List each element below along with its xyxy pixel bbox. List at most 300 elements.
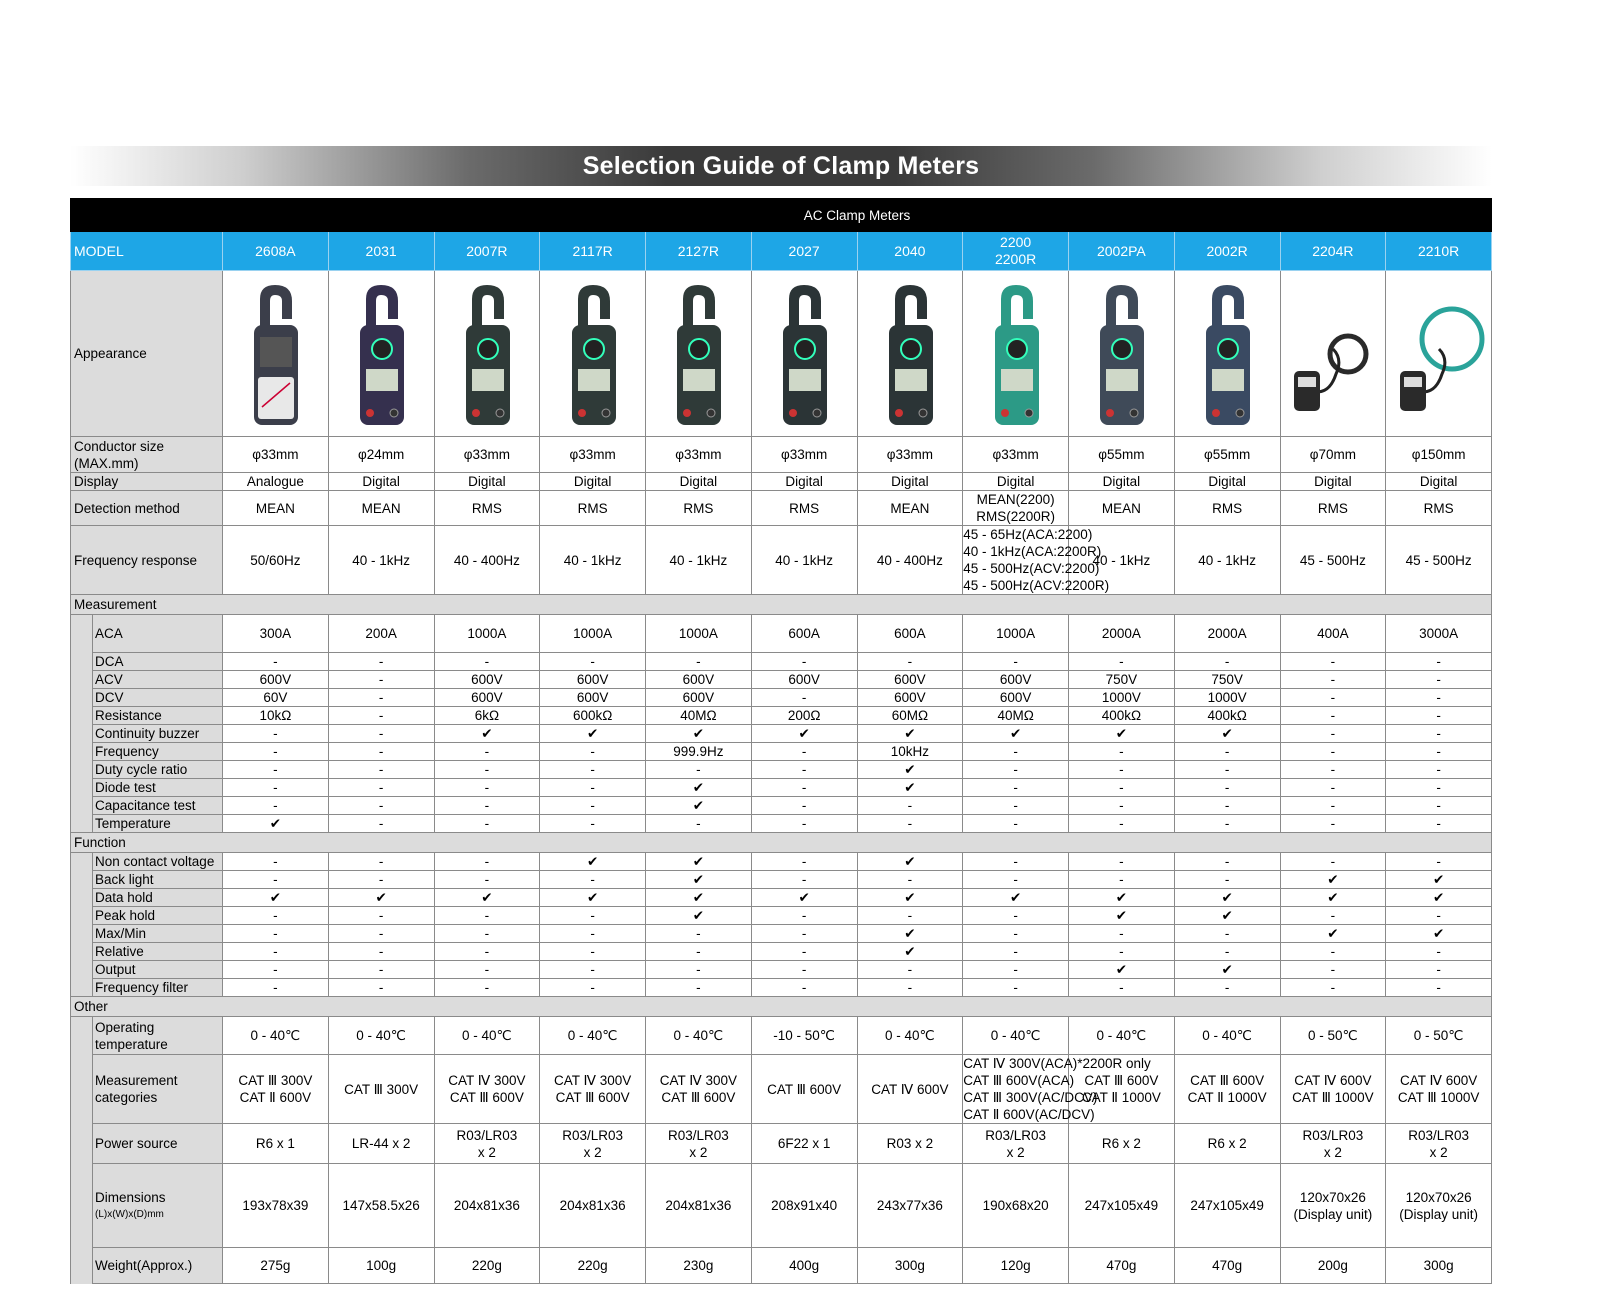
dca-cell: - (751, 653, 857, 671)
power-cell: R6 x 2 (1069, 1124, 1175, 1164)
peakhold-cell: - (963, 907, 1069, 925)
frequency_response-cell: 40 - 1kHz (1174, 526, 1280, 595)
ncv-cell: - (963, 853, 1069, 871)
freqfilter-cell: - (1280, 979, 1386, 997)
detection_method-cell: RMS (1174, 491, 1280, 526)
capacitance-cell: - (223, 797, 329, 815)
row-frequency (71, 743, 1492, 761)
analog-clamp-meter-icon (223, 271, 329, 437)
optemp-cell: 0 - 40℃ (857, 1017, 963, 1055)
resistance-cell: 400kΩ (1069, 707, 1175, 725)
detection_method-cell-line: MEAN(2200) (976, 492, 1055, 507)
frequency_response-cell: 40 - 1kHz (646, 526, 752, 595)
optemp-cell: 0 - 40℃ (1174, 1017, 1280, 1055)
capacitance-cell: - (1386, 797, 1492, 815)
output-cell: ✔ (1174, 961, 1280, 979)
clamp-meter-icon (751, 271, 857, 437)
meascat-cell-line: CAT Ⅲ 600V (555, 1090, 630, 1105)
meascat-cell-line: CAT Ⅳ 600V (1400, 1073, 1478, 1088)
power-cell-line: x 2 (583, 1144, 602, 1160)
datahold-cell: ✔ (646, 889, 752, 907)
frequency-cell: 10kHz (857, 743, 963, 761)
power-cell: R6 x 1 (223, 1124, 329, 1164)
dimensions-label-text: Dimensions (95, 1189, 166, 1205)
ncv-cell: - (1280, 853, 1386, 871)
freqfilter-cell: - (223, 979, 329, 997)
power-cell (434, 1124, 540, 1164)
maxmin-cell: - (751, 925, 857, 943)
meascat-cell-line: CAT Ⅲ 1000V (1292, 1090, 1374, 1105)
row-acv (71, 671, 1492, 689)
output-cell: - (1386, 961, 1492, 979)
model-label: MODEL (71, 232, 223, 271)
datahold-cell: ✔ (1174, 889, 1280, 907)
optemp-cell: 0 - 50℃ (1386, 1017, 1492, 1055)
row-dca (71, 653, 1492, 671)
indent-cell (71, 853, 93, 871)
indent-cell (71, 889, 93, 907)
ncv-cell: - (1069, 853, 1175, 871)
temperature-cell: - (328, 815, 434, 833)
output-cell: - (751, 961, 857, 979)
indent-cell (71, 671, 93, 689)
temperature-cell: - (857, 815, 963, 833)
backlight-cell: - (1174, 871, 1280, 889)
row-label-dcv: DCV (93, 689, 223, 707)
duty-cell: ✔ (857, 761, 963, 779)
row-continuity (71, 725, 1492, 743)
maxmin-cell: - (963, 925, 1069, 943)
power-cell: R03 x 2 (857, 1124, 963, 1164)
peakhold-cell: ✔ (1174, 907, 1280, 925)
output-cell: - (223, 961, 329, 979)
frequency-cell: - (963, 743, 1069, 761)
row-meascat (71, 1055, 1492, 1124)
frequency_response-cell-line: 45 - 65Hz(ACA:2200) (963, 527, 1093, 542)
meascat-cell-line: CAT Ⅱ 600V(AC/DCV) (963, 1107, 1095, 1122)
clamp-meter-icon (646, 271, 752, 437)
meascat-cell (646, 1055, 752, 1124)
diode-cell: - (751, 779, 857, 797)
ncv-cell: ✔ (646, 853, 752, 871)
maxmin-cell: - (434, 925, 540, 943)
freqfilter-cell: - (857, 979, 963, 997)
row-label-dca: DCA (93, 653, 223, 671)
display-cell: Digital (1174, 473, 1280, 491)
indent-cell (71, 743, 93, 761)
frequency_response-cell-line: 40 - 1kHz(ACA:2200R) (963, 544, 1102, 559)
row-label-operating-temperature (93, 1017, 223, 1055)
row-label-temperature: Temperature (93, 815, 223, 833)
detection_method-cell-line: RMS(2200R) (976, 509, 1056, 524)
dca-cell: - (963, 653, 1069, 671)
output-cell: - (857, 961, 963, 979)
row-label-display: Display (71, 473, 223, 491)
power-cell: LR-44 x 2 (328, 1124, 434, 1164)
detection_method-cell: RMS (540, 491, 646, 526)
aca-cell: 300A (223, 615, 329, 653)
maxmin-cell: - (328, 925, 434, 943)
meascat-cell-line: CAT Ⅲ 600V (661, 1090, 736, 1105)
duty-cell: - (328, 761, 434, 779)
meascat-cell-line: CAT Ⅱ 1000V (1081, 1090, 1161, 1105)
section-measurement (71, 595, 1492, 615)
frequency-cell: - (540, 743, 646, 761)
dca-cell: - (223, 653, 329, 671)
aca-cell: 3000A (1386, 615, 1492, 653)
capacitance-cell: - (540, 797, 646, 815)
row-label-capacitance: Capacitance test (93, 797, 223, 815)
meascat-cell-line: CAT Ⅱ 1000V (1187, 1090, 1267, 1105)
relative-cell: - (1174, 943, 1280, 961)
peakhold-cell: - (1386, 907, 1492, 925)
freqfilter-cell: - (1174, 979, 1280, 997)
frequency-cell: - (751, 743, 857, 761)
frequency_response-cell: 45 - 500Hz (1280, 526, 1386, 595)
backlight-cell: - (540, 871, 646, 889)
display-cell: Digital (1069, 473, 1175, 491)
clamp-meter-selection-table (70, 198, 1492, 1284)
clamp-meter-icon (434, 271, 540, 437)
meascat-cell-line: CAT Ⅲ 600V (449, 1090, 524, 1105)
flexible-clamp-meter-icon (1280, 271, 1386, 437)
diode-cell: - (540, 779, 646, 797)
aca-cell: 600A (751, 615, 857, 653)
relative-cell: - (1386, 943, 1492, 961)
meascat-cell-line: CAT Ⅲ 1000V (1397, 1090, 1480, 1105)
maxmin-cell: - (1174, 925, 1280, 943)
model-name: 2210R (1386, 232, 1492, 271)
meascat-cell: CAT Ⅲ 600V (751, 1055, 857, 1124)
indent-cell (71, 653, 93, 671)
aca-cell: 400A (1280, 615, 1386, 653)
indent-cell (71, 943, 93, 961)
relative-cell: - (751, 943, 857, 961)
continuity-cell: ✔ (857, 725, 963, 743)
datahold-cell: ✔ (1386, 889, 1492, 907)
acv-cell: - (1280, 671, 1386, 689)
datahold-cell: ✔ (540, 889, 646, 907)
dimensions-cell: 190x68x20 (963, 1164, 1069, 1248)
meascat-cell (1280, 1055, 1386, 1124)
frequency_response-cell: 40 - 400Hz (857, 526, 963, 595)
dimensions-cell (1280, 1164, 1386, 1248)
weight-cell: 470g (1069, 1248, 1175, 1284)
maxmin-cell: - (223, 925, 329, 943)
indent-cell (71, 725, 93, 743)
row-label-measurement-categories-line-2: categories (95, 1090, 158, 1105)
aca-cell: 1000A (540, 615, 646, 653)
indent-cell (71, 961, 93, 979)
dimensions-cell: 247x105x49 (1069, 1164, 1175, 1248)
row-label-freqfilter: Frequency filter (93, 979, 223, 997)
power-cell-line: x 2 (477, 1144, 496, 1160)
model-name: 2117R (540, 232, 646, 271)
power-cell-line: x 2 (689, 1144, 708, 1160)
power-cell-line: R03/LR03 (456, 1127, 518, 1143)
display-cell: Digital (1386, 473, 1492, 491)
row-optemp (71, 1017, 1492, 1055)
resistance-cell: 600kΩ (540, 707, 646, 725)
ncv-cell: ✔ (857, 853, 963, 871)
aca-cell: 1000A (646, 615, 752, 653)
dcv-cell: 600V (963, 689, 1069, 707)
duty-cell: - (751, 761, 857, 779)
resistance-cell: - (1280, 707, 1386, 725)
conductor_size-cell: φ33mm (857, 437, 963, 473)
display-cell: Digital (646, 473, 752, 491)
model-name (963, 232, 1069, 271)
relative-cell: - (646, 943, 752, 961)
dcv-cell: - (751, 689, 857, 707)
temperature-cell: - (1069, 815, 1175, 833)
power-cell (963, 1124, 1069, 1164)
power-cell-line: x 2 (1429, 1144, 1448, 1160)
row-label-aca: ACA (93, 615, 223, 653)
datahold-cell: ✔ (223, 889, 329, 907)
capacitance-cell: - (857, 797, 963, 815)
backlight-cell: - (751, 871, 857, 889)
resistance-cell: 6kΩ (434, 707, 540, 725)
row-relative (71, 943, 1492, 961)
resistance-cell: - (328, 707, 434, 725)
acv-cell: 600V (751, 671, 857, 689)
acv-cell: 600V (646, 671, 752, 689)
aca-cell: 2000A (1174, 615, 1280, 653)
dca-cell: - (1280, 653, 1386, 671)
backlight-cell: - (1069, 871, 1175, 889)
row-label-conductor-size (71, 437, 223, 473)
peakhold-cell: - (540, 907, 646, 925)
row-label-measurement-categories-line-1: Measurement (95, 1073, 178, 1088)
display-cell: Digital (857, 473, 963, 491)
indent-cell (71, 1017, 93, 1055)
row-label-frequency-response: Frequency response (71, 526, 223, 595)
power-cell-line: R03/LR03 (1302, 1127, 1364, 1143)
temperature-cell: - (434, 815, 540, 833)
temperature-cell: - (1280, 815, 1386, 833)
dca-cell: - (434, 653, 540, 671)
model-name: 2002R (1174, 232, 1280, 271)
indent-cell (71, 1055, 93, 1124)
frequency-cell: - (434, 743, 540, 761)
optemp-cell: 0 - 50℃ (1280, 1017, 1386, 1055)
row-freqfilter (71, 979, 1492, 997)
row-temperature (71, 815, 1492, 833)
datahold-cell: ✔ (751, 889, 857, 907)
continuity-cell: - (223, 725, 329, 743)
dcv-cell: 60V (223, 689, 329, 707)
ncv-cell: - (751, 853, 857, 871)
power-cell (646, 1124, 752, 1164)
frequency_response-cell: 40 - 1kHz (328, 526, 434, 595)
meascat-cell-line: CAT Ⅳ 300V (659, 1073, 737, 1088)
maxmin-cell: - (540, 925, 646, 943)
backlight-cell: - (434, 871, 540, 889)
dcv-cell: 1000V (1174, 689, 1280, 707)
detection_method-cell: RMS (646, 491, 752, 526)
dca-cell: - (646, 653, 752, 671)
dca-cell: - (1386, 653, 1492, 671)
freqfilter-cell: - (963, 979, 1069, 997)
section-other-label: Other (71, 997, 1492, 1017)
power-cell (1386, 1124, 1492, 1164)
continuity-cell: ✔ (434, 725, 540, 743)
row-label-acv: ACV (93, 671, 223, 689)
power-cell-line: x 2 (1323, 1144, 1342, 1160)
duty-cell: - (434, 761, 540, 779)
meascat-cell (1386, 1055, 1492, 1124)
peakhold-cell: - (751, 907, 857, 925)
weight-cell: 470g (1174, 1248, 1280, 1284)
conductor_size-cell: φ33mm (963, 437, 1069, 473)
dimensions-cell-line: 120x70x26 (1299, 1189, 1366, 1205)
dimensions-unit-text: (L)x(W)x(D)mm (95, 1208, 164, 1220)
dca-cell: - (1069, 653, 1175, 671)
dimensions-cell-line: 120x70x26 (1405, 1189, 1472, 1205)
row-label-conductor-size-line-2: (MAX.mm) (74, 455, 139, 471)
continuity-cell: ✔ (751, 725, 857, 743)
weight-cell: 220g (434, 1248, 540, 1284)
power-cell-line: x 2 (1006, 1144, 1025, 1160)
resistance-cell: 400kΩ (1174, 707, 1280, 725)
dimensions-cell: 204x81x36 (540, 1164, 646, 1248)
weight-cell: 200g (1280, 1248, 1386, 1284)
dca-cell: - (328, 653, 434, 671)
section-function-label: Function (71, 833, 1492, 853)
row-label-maxmin: Max/Min (93, 925, 223, 943)
output-cell: - (646, 961, 752, 979)
conductor_size-cell: φ150mm (1386, 437, 1492, 473)
acv-cell: 600V (434, 671, 540, 689)
conductor_size-cell: φ33mm (646, 437, 752, 473)
continuity-cell: ✔ (963, 725, 1069, 743)
capacitance-cell: - (434, 797, 540, 815)
row-label-datahold: Data hold (93, 889, 223, 907)
output-cell: - (963, 961, 1069, 979)
dimensions-cell-line: (Display unit) (1399, 1206, 1479, 1222)
weight-cell: 100g (328, 1248, 434, 1284)
row-datahold (71, 889, 1492, 907)
freqfilter-cell: - (1069, 979, 1175, 997)
aca-cell: 600A (857, 615, 963, 653)
display-cell: Digital (751, 473, 857, 491)
capacitance-cell: - (1174, 797, 1280, 815)
meascat-cell-line: CAT Ⅱ 600V (239, 1090, 312, 1105)
backlight-cell: - (328, 871, 434, 889)
row-label-ncv: Non contact voltage (93, 853, 223, 871)
model-name: 2127R (646, 232, 752, 271)
acv-cell: 750V (1174, 671, 1280, 689)
continuity-cell: ✔ (1174, 725, 1280, 743)
optemp-cell: 0 - 40℃ (1069, 1017, 1175, 1055)
model-name: 2031 (328, 232, 434, 271)
resistance-cell: - (1386, 707, 1492, 725)
optemp-cell: 0 - 40℃ (223, 1017, 329, 1055)
datahold-cell: ✔ (1069, 889, 1175, 907)
display-cell: Analogue (223, 473, 329, 491)
maxmin-cell: ✔ (1386, 925, 1492, 943)
ncv-cell: ✔ (540, 853, 646, 871)
datahold-cell: ✔ (434, 889, 540, 907)
relative-cell: - (1069, 943, 1175, 961)
diode-cell: - (1280, 779, 1386, 797)
frequency-cell: - (1386, 743, 1492, 761)
datahold-cell: ✔ (963, 889, 1069, 907)
dca-cell: - (857, 653, 963, 671)
dimensions-cell-line: (Display unit) (1293, 1206, 1373, 1222)
diode-cell: ✔ (646, 779, 752, 797)
dimensions-cell: 193x78x39 (223, 1164, 329, 1248)
model-name: 2007R (434, 232, 540, 271)
duty-cell: - (223, 761, 329, 779)
model-name: 2002PA (1069, 232, 1175, 271)
frequency-cell: - (223, 743, 329, 761)
freqfilter-cell: - (751, 979, 857, 997)
row-label-conductor-size-line-1: Conductor size (74, 438, 165, 454)
weight-cell: 220g (540, 1248, 646, 1284)
row-display (71, 473, 1492, 491)
indent-cell (71, 779, 93, 797)
freqfilter-cell: - (1386, 979, 1492, 997)
capacitance-cell: - (1280, 797, 1386, 815)
row-aca (71, 615, 1492, 653)
model-name-line: 2200 (1000, 234, 1032, 250)
relative-cell: - (540, 943, 646, 961)
duty-cell: - (540, 761, 646, 779)
indent-cell (71, 1124, 93, 1164)
power-cell-line: R03/LR03 (667, 1127, 729, 1143)
maxmin-cell: ✔ (1280, 925, 1386, 943)
maxmin-cell: - (646, 925, 752, 943)
meascat-cell (434, 1055, 540, 1124)
datahold-cell: ✔ (857, 889, 963, 907)
meascat-cell: CAT Ⅳ 600V (857, 1055, 963, 1124)
display-cell: Digital (328, 473, 434, 491)
detection_method-cell: RMS (751, 491, 857, 526)
optemp-cell: 0 - 40℃ (646, 1017, 752, 1055)
indent-cell (71, 707, 93, 725)
diode-cell: - (1069, 779, 1175, 797)
detection_method-cell: RMS (1386, 491, 1492, 526)
acv-cell: 750V (1069, 671, 1175, 689)
row-label-output: Output (93, 961, 223, 979)
conductor_size-cell: φ24mm (328, 437, 434, 473)
maxmin-cell: - (1069, 925, 1175, 943)
optemp-cell: 0 - 40℃ (434, 1017, 540, 1055)
relative-cell: - (963, 943, 1069, 961)
resistance-cell: 200Ω (751, 707, 857, 725)
datahold-cell: ✔ (1280, 889, 1386, 907)
meascat-cell (540, 1055, 646, 1124)
backlight-cell: ✔ (646, 871, 752, 889)
relative-cell: ✔ (857, 943, 963, 961)
dca-cell: - (540, 653, 646, 671)
conductor_size-cell: φ55mm (1069, 437, 1175, 473)
resistance-cell: 40MΩ (963, 707, 1069, 725)
dca-cell: - (1174, 653, 1280, 671)
conductor_size-cell: φ33mm (223, 437, 329, 473)
output-cell: ✔ (1069, 961, 1175, 979)
acv-cell: 600V (540, 671, 646, 689)
section-function (71, 833, 1492, 853)
detection_method-cell: MEAN (1069, 491, 1175, 526)
dcv-cell: 600V (434, 689, 540, 707)
clamp-meter-icon (963, 271, 1069, 437)
backlight-cell: - (963, 871, 1069, 889)
duty-cell: - (1069, 761, 1175, 779)
detection_method-cell: MEAN (328, 491, 434, 526)
